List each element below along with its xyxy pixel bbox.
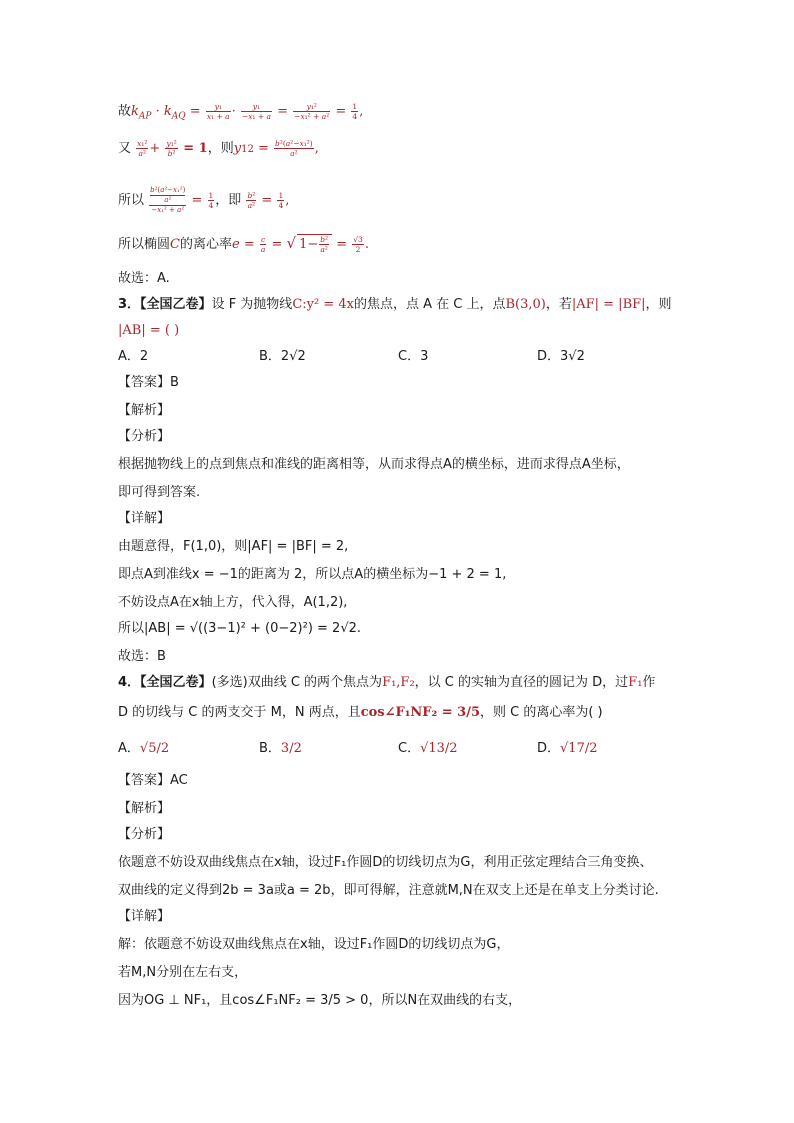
q3-detail-line-3: 不妨设点A在x轴上方，代入得，A(1,2), [118,595,348,610]
q3-final-answer: 故选：B [118,649,166,664]
q4-fenxi-line-1: 依题意不妨设双曲线焦点在x轴，设过F₁作圆D的切线切点为G，利用正弦定理结合三角变换、 [118,855,653,870]
q3-option-b: B．2√2 [259,349,306,364]
prev-solution-line-2: 又 $\frac{\text{x₁²}}{\text{a²}}$ + $\frac{\text{y₁²}}{\text{b²}}$ = 1，则y12 = $\frac{\text{b²(a²−x₁²)}}{\text{a²}}$ , [118,139,319,158]
q3-analysis-tag: 【解析】 [118,403,171,418]
q4-fenxi-tag: 【分析】 [118,827,171,842]
q4-option-d: D．√17/2 [537,741,598,756]
q3-stem-line-1: 3．【全国乙卷】设 F 为抛物线C:y² = 4x的焦点，点 A 在 C 上，点B(3,0)，若|AF| = |BF|，则 [118,297,672,312]
q4-detail-tag: 【详解】 [118,909,171,924]
q3-fenxi-line-1: 根据抛物线上的点到焦点和准线的距离相等，从而求得点A的横坐标，进而求得点A坐标， [118,457,630,472]
q4-detail-line-1: 解：依题意不妨设双曲线焦点在x轴，设过F₁作圆D的切线切点为G， [118,937,510,952]
q4-detail-line-2: 若M,N分别在左右支， [118,965,248,980]
q3-option-d: D．3√2 [537,349,585,364]
q4-option-b: B．3/2 [259,741,302,756]
prev-solution-line-3: 所以 b²(a²−x₁²) a² −x₁² + a² = $\frac{1}{4}$ ，即 $\frac{\text{b²}}{\text{a²}}$ = $\frac{1}{4}$ , [118,186,290,214]
q4-option-a: A．√5/2 [118,741,170,756]
q4-stem-line-1: 4．【全国乙卷】(多选)双曲线 C 的两个焦点为F₁,F₂，以 C 的实轴为直径的圆记为 D，过F₁作 [118,675,656,690]
q4-answer: 【答案】AC [118,773,188,788]
prev-solution-line-1: 故$k_{AP} \cdot k_{AQ}$ = $\frac{\text{y₁}}{\text{x₁ + a}}$ · $\frac{\text{y₁}}{\text{−x₁ + a}}$ = $\frac{\text{y₁²}}{\text{−x₁² + a²}}$ = $\frac{1}{4}$ , [118,102,364,122]
q3-fenxi-tag: 【分析】 [118,429,171,444]
q3-detail-tag: 【详解】 [118,511,171,526]
q3-detail-line-4: 所以|AB| = √((3−1)² + (0−2)²) = 2√2. [118,621,362,636]
q4-analysis-tag: 【解析】 [118,801,171,816]
q4-fenxi-line-2: 双曲线的定义得到2b = 3a或a = 2b，即可得解，注意就M,N在双支上还是在单支上分类讨论. [118,883,659,898]
q3-answer: 【答案】B [118,375,179,390]
q3-option-c: C．3 [398,349,429,364]
q3-stem-line-2: |AB| = ( ) [118,323,180,338]
q3-fenxi-line-2: 即可得到答案. [118,485,201,500]
prev-solution-answer: 故选：A. [118,271,170,286]
q3-detail-line-1: 由题意得，F(1,0)，则|AF| = |BF| = 2, [118,539,349,554]
q4-option-c: C．√13/2 [398,741,458,756]
q3-detail-line-2: 即点A到准线x = −1的距离为 2，所以点A的横坐标为−1 + 2 = 1, [118,567,507,582]
prev-solution-line-4: 所以椭圆C的离心率e = $\frac{c}{a}$ = √ 1− $\frac{\text{b²}}{\text{a²}}$ = $\frac{√3}{2}$ . [118,234,369,254]
q3-option-a: A．2 [118,349,149,364]
q4-detail-line-3: 因为OG ⊥ NF₁，且cos∠F₁NF₂ = 3/5 > 0，所以N在双曲线的右支， [118,993,522,1008]
q4-stem-line-2: D 的切线与 C 的两支交于 M，N 两点，且cos∠F₁NF₂ = 3/5，则 C 的离心率为( ) [118,705,603,720]
